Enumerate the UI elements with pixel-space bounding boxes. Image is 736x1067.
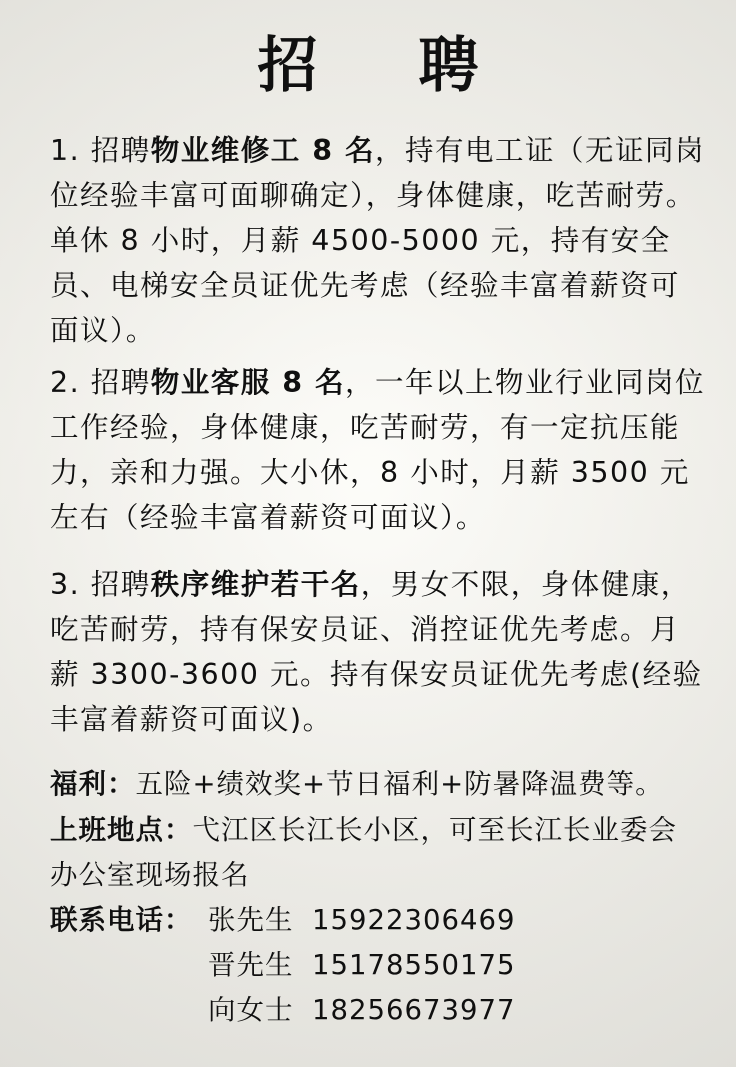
location-label: 上班地点： <box>50 814 193 846</box>
job-2-details: ，一年以上物业行业同岗位工作经验，身体健康，吃苦耐劳，有一定抗压能力，亲和力强。大小休，8 小时，月薪 3500 元左右（经验丰富着薪资可面议）。 <box>50 366 705 534</box>
job-item-1 <box>50 128 705 353</box>
benefits-label: 福利： <box>50 768 136 800</box>
contact-row <box>50 943 710 988</box>
work-location <box>50 808 700 898</box>
benefits <box>50 762 710 807</box>
job-1-prefix: 1. 招聘 <box>50 134 151 167</box>
benefits-text: 五险+绩效奖+节日福利+防暑降温费等。 <box>135 768 664 800</box>
contact-row <box>50 988 710 1033</box>
contact-phone[interactable]: 15178550175 <box>312 949 516 981</box>
job-3-details: ，男女不限，身体健康，吃苦耐劳，持有保安员证、消控证优先考虑。月薪 3300-3600 元。持有保安员证优先考虑(经验丰富着薪资可面议)。 <box>50 568 703 736</box>
contact-phone[interactable]: 18256673977 <box>312 994 516 1026</box>
contact-name: 张先生 <box>208 904 294 936</box>
location-text: 弋江区长江长小区，可至长江长业委会办公室现场报名 <box>50 814 677 891</box>
contact-name: 晋先生 <box>208 949 294 981</box>
contact-phone[interactable]: 15922306469 <box>312 904 516 936</box>
job-item-3 <box>50 562 705 742</box>
contacts-label: 联系电话： <box>50 904 193 936</box>
job-1-role: 物业维修工 8 名 <box>150 134 375 167</box>
job-2-role: 物业客服 8 名 <box>150 366 345 399</box>
contact-name: 向女士 <box>208 994 294 1026</box>
contact-row <box>50 898 710 943</box>
job-2-prefix: 2. 招聘 <box>50 366 151 399</box>
job-3-prefix: 3. 招聘 <box>50 568 151 601</box>
job-3-role: 秩序维护若干名 <box>150 568 361 601</box>
poster-title: 招 聘 <box>257 31 519 101</box>
contact-list <box>50 898 710 1033</box>
job-1-details: ，持有电工证（无证同岗位经验丰富可面聊确定），身体健康，吃苦耐劳。单休 8 小时，月薪 4500-5000 元，持有安全员、电梯安全员证优先考虑（经验丰富着薪资可面议）。 <box>50 134 705 347</box>
job-item-2 <box>50 360 705 540</box>
